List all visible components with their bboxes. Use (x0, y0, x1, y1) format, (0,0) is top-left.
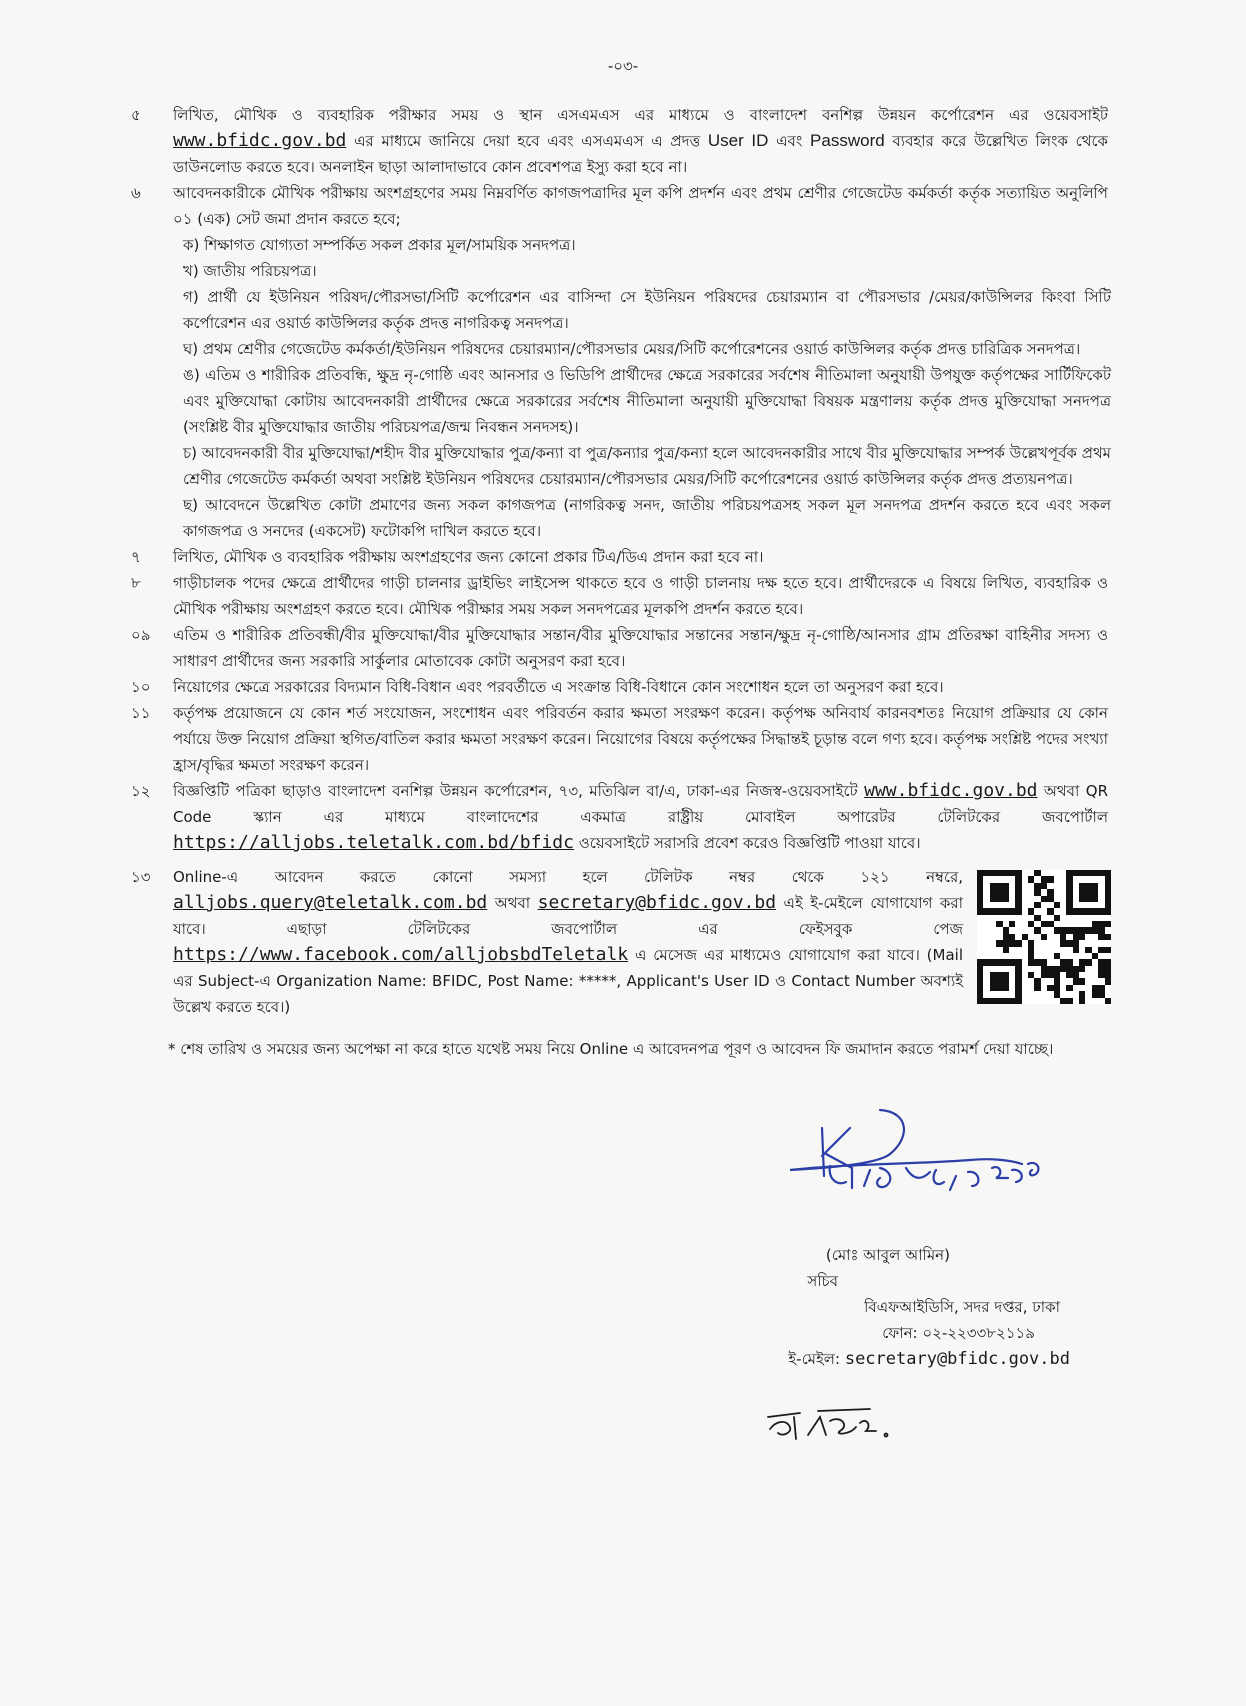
qr-code-icon[interactable] (977, 870, 1111, 1004)
sub-item: গ) প্রার্থী যে ইউনিয়ন পরিষদ/পৌরসভা/সিটি কর্পোরেশন এর বাসিন্দা সে ইউনিয়ন পরিষদের চেয়ারম্যান বা পৌরসভার /মেয়র/কাউন্সিলর কিংবা সিটি কর্পোরেশন এর ওয়ার্ড কাউন্সিলর কর্তৃক প্রদত্ত নাগরিকত্ব সনদপত্র। (183, 288, 1111, 332)
list-item (0, 674, 1246, 700)
website-link[interactable]: www.bfidc.gov.bd (173, 130, 347, 151)
page-number: -০৩- (607, 57, 639, 75)
item-number: ০৯ (131, 626, 151, 644)
item-number: ৬ (131, 184, 141, 202)
sub-item: ক) শিক্ষাগত যোগ্যতা সম্পর্কিত সকল প্রকার মূল/সাময়িক সনদপত্র। (183, 236, 576, 254)
item-text (173, 778, 1108, 856)
list-item (0, 700, 1246, 778)
item-text (173, 102, 1108, 180)
text-span: বিজ্ঞপ্তিটি পত্রিকা ছাড়াও বাংলাদেশ বনশিল্প উন্নয়ন কর্পোরেশন, ৭৩, মতিঝিল বা/এ, ঢাকা-এর নিজস্ব-ওয়েবসাইটে (173, 782, 865, 800)
text-span: Online-এ আবেদন করতে কোনো সমস্যা হলে টেলিটক নম্বর থেকে ১২১ নম্বরে, (173, 868, 963, 886)
sub-item: চ) আবেদনকারী বীর মুক্তিযোদ্ধা/শহীদ বীর মুক্তিযোদ্ধার পুত্র/কন্যা বা পুত্র/কন্যার পুত্র/কন্যা হলে আবেদনকারীর সাথে বীর মুক্তিযোদ্ধার সম্পর্ক উল্লেখপূর্বক প্রথম শ্রেণীর গেজেটেড কর্মকর্তা অথবা সংশ্লিষ্ট ইউনিয়ন পরিষদের চেয়ারম্যান/পৌরসভার মেয়র/সিটি কর্পোরেশনের ওয়ার্ড কাউন্সিলর কর্তৃক প্রদত্ত প্রত্যয়নপত্র। (183, 444, 1111, 488)
password-text: Password (810, 131, 885, 150)
item-text: এতিম ও শারীরিক প্রতিবন্ধী/বীর মুক্তিযোদ্ধা/বীর মুক্তিযোদ্ধার সন্তান/বীর মুক্তিযোদ্ধার সন্তানের সন্তান/ক্ষুদ্র নৃ-গোষ্ঠি/আনসার গ্রাম প্রতিরক্ষা বাহিনীর সদস্য ও সাধারণ প্রার্থীদের জন্য সরকারি সার্কুলার মোতাবেক কোটা অনুসরণ করা হবে। (173, 626, 1108, 670)
secretary-email-link[interactable]: secretary@bfidc.gov.bd (537, 892, 777, 913)
teletalk-link[interactable]: https://alljobs.teletalk.com.bd/bfidc (173, 832, 574, 853)
signature-image (760, 1098, 1060, 1208)
item-number: ৭ (131, 548, 141, 566)
sub-item: খ) জাতীয় পরিচয়পত্র। (183, 262, 317, 280)
item-number: ১২ (131, 782, 151, 800)
item-number: ১০ (131, 678, 151, 696)
text-span: এই ই-মেইলে যোগাযোগ করা যাবে। এছাড়া টেলিটকের জবপোর্টাল এর ফেইসবুক পেজ (173, 894, 963, 938)
list-item (0, 570, 1246, 622)
signatory-phone: ফোন: ০২-২২৩৩৮২১১৯ (882, 1324, 1035, 1342)
list-item (0, 544, 1246, 570)
item-number: ৮ (131, 574, 141, 592)
item-text: গাড়ীচালক পদের ক্ষেত্রে প্রার্থীদের গাড়ী চালনার ড্রাইভিং লাইসেন্স থাকতে হবে ও গাড়ী চালনায় দক্ষ হতে হবে। প্রার্থীদেরকে এ বিষয়ে লিখিত, ব্যবহারিক ও মৌখিক পরীক্ষায় অংশগ্রহণ করতে হবে। মৌখিক পরীক্ষার সময় সকল সনদপত্রের মূলকপি প্রদর্শন করতে হবে। (173, 574, 1108, 618)
user-id-text: User ID (707, 131, 769, 150)
item-number: ১১ (131, 704, 151, 722)
sub-item: ছ) আবেদনে উল্লেখিত কোটা প্রমাণের জন্য সকল কাগজপত্র (নাগরিকত্ব সনদ, জাতীয় পরিচয়পত্রসহ সকল মূল সনদপত্র প্রদর্শন করতে হবে এবং সকল কাগজপত্র ও সনদের (একসেট) ফটোকপি দাখিল করতে হবে। (183, 496, 1111, 540)
list-item (0, 180, 1246, 232)
advisory-note: * শেষ তারিখ ও সময়ের জন্য অপেক্ষা না করে হাতে যথেষ্ট সময় নিয়ে Online এ আবেদনপত্র পূরণ ও আবেদন ফি জমাদান করতে পরামর্শ দেয়া যাচ্ছে। (168, 1040, 1054, 1058)
signature-block (700, 1242, 1100, 1372)
signatory-organization: বিএফআইডিসি, সদর দপ্তর, ঢাকা (864, 1298, 1060, 1316)
item-text (173, 864, 963, 1020)
list-item (0, 778, 1246, 856)
text-span: এবং (768, 132, 811, 150)
email-label: ই-মেইল: (788, 1350, 841, 1368)
text-span: ব্যবহার করে উল্লেখিত লিংক থেকে ডাউনলোড করতে হবে। অনলাইন ছাড়া আলাদাভাবে কোন প্রবেশপত্র ইস্যু করা হবে না। (173, 132, 1108, 176)
signatory-email-link[interactable]: secretary@bfidc.gov.bd (844, 1349, 1070, 1369)
item-number: ৫ (131, 106, 141, 124)
contact-block (173, 864, 1111, 1020)
text-span: ওয়েবসাইটে সরাসরি প্রবেশ করেও বিজ্ঞপ্তিটি পাওয়া যাবে। (573, 834, 921, 852)
item-text: নিয়োগের ক্ষেত্রে সরকারের বিদ্যমান বিধি-বিধান এবং পরবর্তীতে এ সংক্রান্ত বিধি-বিধানে কোন সংশোধন হলে তা অনুসরণ করা হবে। (173, 678, 944, 696)
text-span: এ মেসেজ এর মাধ্যমেও যোগাযোগ করা যাবে। (Mail এর Subject-এ Organization Name: BFIDC, Post Name: *****, Applicant's User ID ও Contact Number অবশ্যই উল্লেখ করতে হবে।) (173, 946, 963, 1016)
item-number: ১৩ (131, 868, 151, 886)
text-span: অথবা QR Code স্ক্যান এর মাধ্যমে বাংলাদেশের একমাত্র রাষ্ট্রীয় মোবাইল অপারেটর টেলিটকের জবপোর্টাল (173, 782, 1108, 826)
signatory-name: (মোঃ আবুল আমিন) (825, 1246, 950, 1264)
facebook-link[interactable]: https://www.facebook.com/alljobsbdTeletalk (173, 944, 629, 965)
website-link[interactable]: www.bfidc.gov.bd (864, 780, 1038, 801)
text-span: এর মাধ্যমে জানিয়ে দেয়া হবে এবং এসএমএস এ প্রদত্ত (346, 132, 708, 150)
document-body (0, 102, 1246, 1062)
item-text: আবেদনকারীকে মৌখিক পরীক্ষায় অংশগ্রহণের সময় নিম্নবর্ণিত কাগজপত্রাদির মূল কপি প্রদর্শন এবং প্রথম শ্রেণীর গেজেটেড কর্মকর্তা কর্তৃক সত্যায়িত অনুলিপি ০১ (এক) সেট জমা প্রদান করতে হবে; (173, 184, 1108, 228)
initial-signature-image (760, 1395, 920, 1455)
list-item (0, 622, 1246, 674)
text-span: লিখিত, মৌখিক ও ব্যবহারিক পরীক্ষার সময় ও স্থান এসএমএস এর মাধ্যমে ও বাংলাদেশ বনশিল্প উন্নয়ন কর্পোরেশন এর ওয়েবসাইট (173, 106, 1108, 124)
list-item (0, 864, 1246, 1020)
alljobs-email-link[interactable]: alljobs.query@teletalk.com.bd (173, 892, 488, 913)
item-text: লিখিত, মৌখিক ও ব্যবহারিক পরীক্ষায় অংশগ্রহণের জন্য কোনো প্রকার টিএ/ডিএ প্রদান করা হবে না। (173, 548, 764, 566)
text-span: অথবা (487, 894, 538, 912)
list-item (0, 102, 1246, 180)
signatory-title: সচিব (807, 1272, 838, 1290)
signatory-email-line (700, 1346, 1070, 1372)
item-text: কর্তৃপক্ষ প্রয়োজনে যে কোন শর্ত সংযোজন, সংশোধন এবং পরিবর্তন করার ক্ষমতা সংরক্ষণ করেন। কর্তৃপক্ষ অনিবার্য কারনবশতঃ নিয়োগ প্রক্রিয়ার যে কোন পর্যায়ে উক্ত নিয়োগ প্রক্রিয়া স্থগিত/বাতিল করার ক্ষমতা সংরক্ষণ করেন। নিয়োগের বিষয়ে কর্তৃপক্ষের সিদ্ধান্তই চূড়ান্ত বলে গণ্য হবে। কর্তৃপক্ষ সংশ্লিষ্ট পদের সংখ্যা হ্রাস/বৃদ্ধির ক্ষমতা সংরক্ষণ করেন। (173, 704, 1108, 774)
sub-item: ঙ) এতিম ও শারীরিক প্রতিবন্ধি, ক্ষুদ্র নৃ-গোষ্ঠি এবং আনসার ও ভিডিপি প্রার্থীদের ক্ষেত্রে সরকারের সর্বশেষ নীতিমালা অনুযায়ী উপযুক্ত কর্তৃপক্ষের সার্টিফিকেট এবং মুক্তিযোদ্ধা কোটায় আবেদনকারী প্রার্থীদের ক্ষেত্রে সরকারের সর্বশেষ নীতিমালা অনুযায়ী মুক্তিযোদ্ধা বিষয়ক মন্ত্রণালয় কর্তৃক প্রদত্ত মুক্তিযোদ্ধা সনদপত্র (সংশ্লিষ্ট বীর মুক্তিযোদ্ধার জাতীয় পরিচয়পত্র/জন্ম নিবন্ধন সনদসহ)। (183, 366, 1111, 436)
sub-item: ঘ) প্রথম শ্রেণীর গেজেটেড কর্মকর্তা/ইউনিয়ন পরিষদের চেয়ারম্যান/পৌরসভার মেয়র/সিটি কর্পোরেশনের ওয়ার্ড কাউন্সিলর কর্তৃক প্রদত্ত চারিত্রিক সনদপত্র। (183, 340, 1081, 358)
